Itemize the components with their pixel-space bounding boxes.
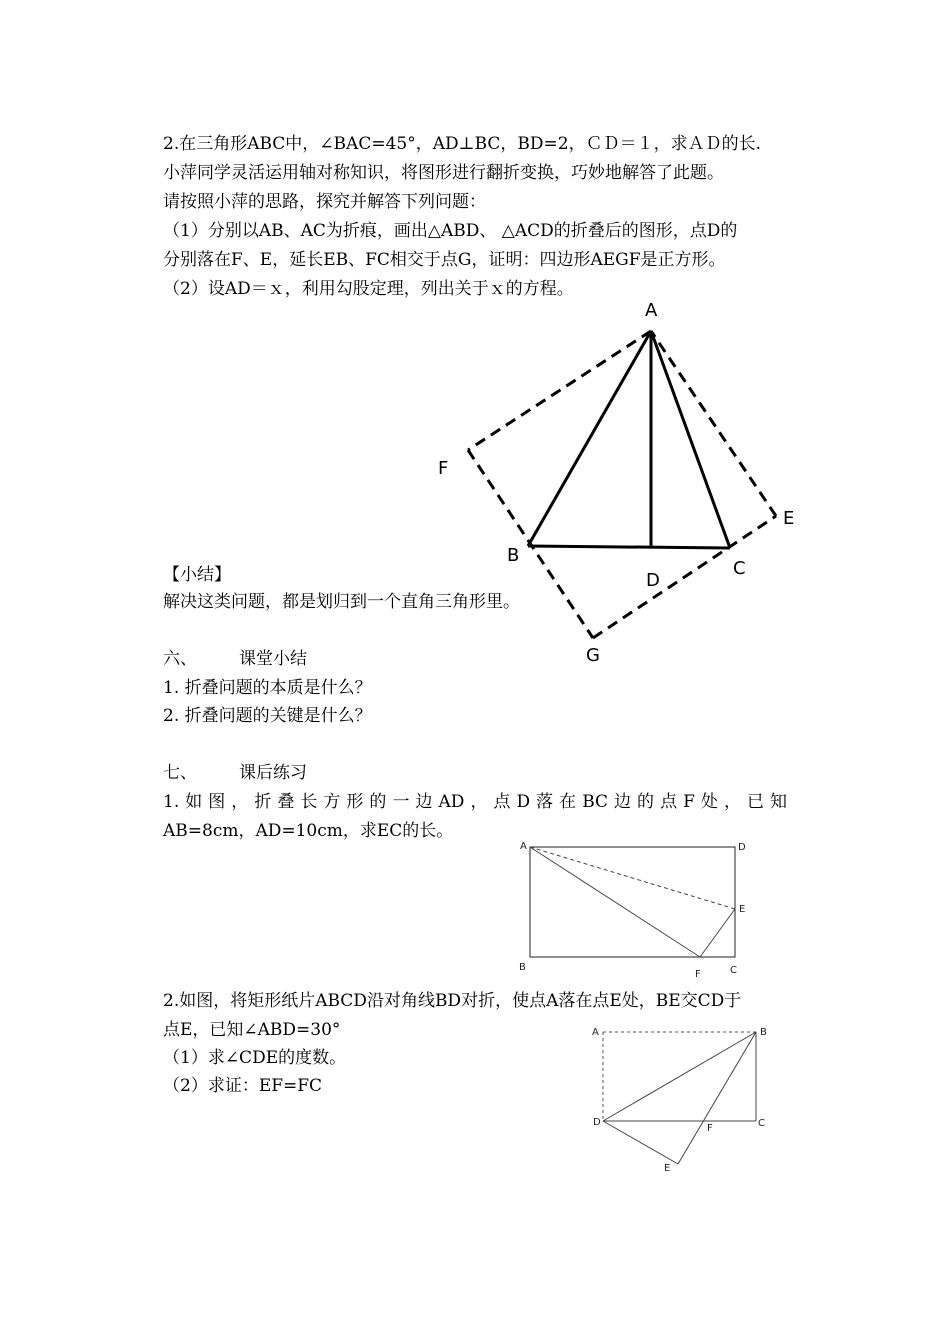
- segment-GE: [593, 516, 776, 638]
- ex1-label-F: F: [695, 969, 701, 980]
- exercise2-part2: （2）求证：EF=FC: [163, 1076, 323, 1096]
- ex2-label-E: E: [664, 1163, 671, 1174]
- label-C: C: [733, 558, 746, 579]
- exercise2-line1: 2.如图，将矩形纸片ABCD沿对角线BD对折，使点A落在点E处，BE交CD于: [163, 991, 742, 1011]
- figure-triangle-fold: [438, 300, 794, 666]
- exercise2-line2: 点E，已知∠ABD=30°: [163, 1020, 341, 1040]
- ex1-label-B: B: [519, 962, 526, 973]
- segment-AE-dashed: [530, 847, 735, 909]
- section7-number: 七、: [163, 763, 197, 783]
- label-G: G: [586, 645, 600, 666]
- ex1-label-C: C: [730, 965, 737, 976]
- segment-BD: [603, 1032, 756, 1121]
- label-B: B: [507, 545, 520, 566]
- ex1-label-E: E: [739, 904, 746, 915]
- label-F: F: [438, 458, 449, 479]
- triangle-ABC: [528, 331, 730, 548]
- problem2-line2: 小萍同学灵活运用轴对称知识，将图形进行翻折变换，巧妙地解答了此题。: [163, 163, 724, 183]
- section6-item-1: 1. 折叠问题的本质是什么？: [163, 678, 372, 698]
- problem2-part1-line1: （1）分别以AB、AC为折痕，画出△ABD、 △ACD的折叠后的图形，点D的: [163, 221, 738, 241]
- exercise1-line1: 1.如图，折叠长方形的一边AD，点D落在BC边的点F处，已知: [163, 792, 787, 812]
- section6-title: 课堂小结: [239, 649, 307, 669]
- segment-EA: [651, 331, 776, 516]
- label-E: E: [783, 508, 795, 529]
- ex2-label-F: F: [707, 1123, 713, 1134]
- exercise1-line2: AB=8cm，AD=10cm，求EC的长。: [163, 821, 454, 841]
- segment-AB: [528, 331, 651, 546]
- problem2-line3: 请按照小萍的思路，探究并解答下列问题：: [163, 192, 486, 212]
- ex1-label-D: D: [738, 842, 746, 853]
- summary-text: 解决这类问题，都是划归到一个直角三角形里。: [163, 592, 520, 612]
- segment-FE: [700, 909, 735, 957]
- fold-square-dashed: [468, 331, 776, 638]
- segment-BC: [528, 546, 730, 548]
- segment-AC: [651, 331, 730, 548]
- figure-exercise2: [592, 1027, 767, 1174]
- section7-title: 课后练习: [239, 763, 307, 783]
- segment-BE: [678, 1032, 756, 1164]
- segment-AF: [530, 847, 700, 957]
- section6-number: 六、: [163, 649, 197, 669]
- exercise2-part1: （1）求∠CDE的度数。: [163, 1048, 347, 1068]
- problem2-part2: （2）设AD＝ｘ，利用勾股定理，列出关于ｘ的方程。: [163, 279, 574, 299]
- ex2-label-B: B: [760, 1027, 767, 1038]
- summary-heading: 【小结】: [163, 565, 231, 585]
- figure-exercise1: [519, 841, 746, 980]
- ex2-label-A: A: [592, 1027, 599, 1038]
- label-A: A: [645, 300, 658, 321]
- section6-item-2: 2. 折叠问题的关键是什么？: [163, 706, 372, 726]
- ex2-label-D: D: [593, 1117, 601, 1128]
- segment-AF: [468, 331, 651, 450]
- label-D: D: [646, 570, 660, 591]
- problem2-part1-line2: 分别落在F、E，延长EB、FC相交于点G，证明：四边形AEGF是正方形。: [163, 250, 726, 270]
- problem2-line1: 2.在三角形ABC中，∠BAC=45°，AD⊥BC，BD=2，ＣＤ＝１，求ＡＤ的长.: [163, 134, 762, 154]
- ex2-label-C: C: [758, 1118, 765, 1129]
- segment-DE: [603, 1121, 678, 1164]
- ex1-label-A: A: [520, 841, 527, 852]
- rectangle-ABCD: [530, 847, 735, 957]
